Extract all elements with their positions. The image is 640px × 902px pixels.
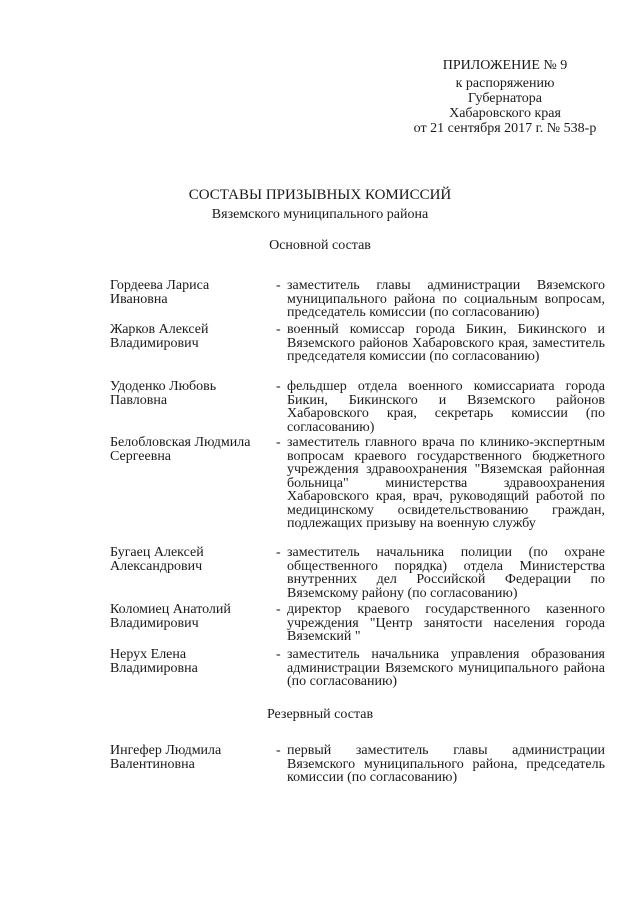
member-dash: - xyxy=(276,322,281,337)
member-name: Нерух Елена Владимировна xyxy=(110,647,198,676)
member-name: Удоденко Любовь Павловна xyxy=(110,379,217,408)
document-subtitle: Вяземского муниципального района xyxy=(211,207,429,222)
member-role: первый заместитель главы администрации Вяземского муниципального района, председатель комиссии (по согласованию) xyxy=(287,743,605,785)
member-name: Коломиец Анатолий Владимирович xyxy=(110,602,231,631)
member-role: заместитель начальника полиции (по охране общественного порядка) отдела Министерства внутренних дел Российской Федерации по Вяземскому району (по согласованию) xyxy=(287,545,605,601)
member-role: заместитель главного врача по клинико-экспертным вопросам краевого государственного бюджетного учреждения здравоохранения "Вяземская районная больница" министерства здравоохранения Хабаровского края, врач, руководящий работой по медицинскому освидетельствованию граждан, подлежащих призыву на военную службу xyxy=(287,435,605,531)
member-role: заместитель начальника управления образования администрации Вяземского муниципального района (по согласованию) xyxy=(287,647,605,689)
appendix-number: ПРИЛОЖЕНИЕ № 9 xyxy=(442,58,568,73)
member-name: Жарков Алексей Владимирович xyxy=(110,322,209,351)
main-section-title: Основной состав xyxy=(269,238,371,253)
appendix-line-order: к распоряжению xyxy=(455,76,555,91)
member-dash: - xyxy=(276,743,281,758)
member-name: Ингефер Людмила Валентиновна xyxy=(110,743,222,772)
member-name: Белобловская Людмила Сергеевна xyxy=(110,435,251,464)
appendix-line-region: Хабаровского края xyxy=(449,106,561,121)
member-dash: - xyxy=(276,647,281,662)
member-dash: - xyxy=(276,545,281,560)
member-dash: - xyxy=(276,278,281,293)
member-name: Гордеева Лариса Ивановна xyxy=(110,278,210,307)
appendix-line-governor: Губернатора xyxy=(467,91,543,106)
member-role: военный комиссар города Бикин, Бикинского и Вяземского районов Хабаровского края, заместитель председателя комиссии (по согласованию) xyxy=(287,322,605,364)
member-role: фельдшер отдела военного комиссариата города Бикин, Бикинского и Вяземского районов Хабаровского края, секретарь комиссии (по согласованию) xyxy=(287,379,605,435)
member-dash: - xyxy=(276,379,281,394)
appendix-line-date: от 21 сентября 2017 г. № 538-р xyxy=(413,121,597,136)
member-name: Бугаец Алексей Александрович xyxy=(110,545,204,574)
member-role: директор краевого государственного казенного учреждения "Центр занятости населения города Вяземский " xyxy=(287,602,605,644)
member-dash: - xyxy=(276,435,281,450)
document-title: СОСТАВЫ ПРИЗЫВНЫХ КОМИССИЙ xyxy=(188,187,452,203)
member-role: заместитель главы администрации Вяземского муниципального района по социальным вопросам, председатель комиссии (по согласованию) xyxy=(287,278,605,320)
member-dash: - xyxy=(276,602,281,617)
appendix-header xyxy=(380,58,630,136)
reserve-section-title: Резервный состав xyxy=(266,707,374,722)
